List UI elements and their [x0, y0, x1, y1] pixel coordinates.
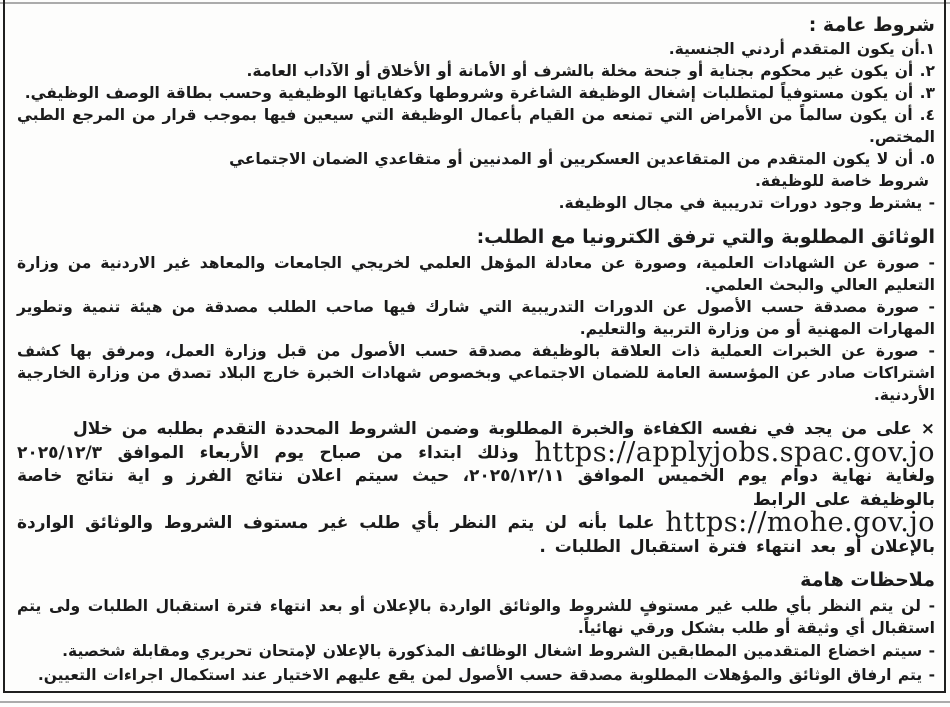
important-note-item: - لن يتم النظر بأي طلب غير مستوفٍ للشروط والوثائق الواردة بالإعلان أو بعد انتهاء فترة استقبال الطلبات ولى يتم استقبال أي وثيقة أو طلب بشكل ورقي نهائياً.	[17, 597, 935, 637]
important-note-item: - سيتم اخضاع المتقدمين المطابقين الشروط اشغال الوظائف المذكورة بالإعلان لإمتحان تحريري ومقابلة شخصية.	[62, 642, 935, 660]
general-condition-item: ٣. أن يكون مستوفياً لمتطلبات إشغال الوظيفة الشاغرة وشروطها وكفاياتها الوظيفية وحسب بطاقة الوصف الوظيفي.	[24, 84, 935, 102]
important-notes-heading: ملاحظات هامة	[800, 569, 935, 591]
required-document-item: - صورة مصدقة حسب الأصول عن الدورات التدريبية التي شارك فيها صاحب الطلب مصدقة من هيئة تنمية وتطوير المهارات المهنية أو من وزارة التربية والتعليم.	[17, 298, 935, 338]
special-conditions-label: شروط خاصة للوظيفة.	[754, 172, 929, 190]
general-condition-item: ١.أن يكون المتقدم أردني الجنسية.	[668, 40, 935, 58]
application-intro-text: × على من يجد في نفسه الكفاءة والخبرة المطلوبة وضمن الشروط المحددة التقدم بطلبه من خلال	[72, 419, 935, 439]
apply-jobs-url: https://applyjobs.spac.gov.jo	[534, 436, 935, 468]
general-condition-item: ٤. أن يكون سالماً من الأمراض التي تمنعه من القيام بأعمال الوظيفة التي سيعين فيها بموجب قرار من المرجع الطبي المختص.	[17, 106, 935, 146]
general-condition-item: ٥. أن لا يكون المتقدم من المتقاعدين العسكريين أو المدنيين أو متقاعدي الضمان الاجتماعي	[229, 150, 935, 168]
section-important-notes	[17, 567, 935, 686]
special-condition-item: - يشترط وجود دورات تدريبية في مجال الوظيفة.	[558, 194, 935, 212]
section-general-conditions	[17, 12, 935, 214]
important-note-item: - يتم ارفاق الوثائق والمؤهلات المطلوبة مصدقة حسب الأصول لمن يقع عليهم الاختيار عند استكمال اجراءات التعيين.	[37, 665, 935, 684]
application-closing-text: علما بأنه لن يتم النظر بأي طلب غير مستوف الشروط والوثائق الواردة بالإعلان أو بعد انتهاء فترة استقبال الطلبات .	[17, 513, 935, 557]
required-documents-list	[17, 252, 935, 406]
general-condition-item: ٢. أن يكون غير محكوم بجناية أو جنحة مخلة بالشرف أو الأمانة أو الأخلاق أو الآداب العامة.	[246, 62, 935, 80]
results-url: https://mohe.gov.jo	[665, 507, 935, 538]
general-conditions-heading: شروط عامة :	[808, 14, 935, 36]
required-document-item: - صورة عن الشهادات العلمية، وصورة عن معادلة المؤهل العلمي لخريجي الجامعات والمعاهد غير الاردنية من وزارة التعليم العالي والبحث العلمي.	[17, 254, 935, 294]
required-document-item: - صورة عن الخبرات العملية ذات العلاقة بالوظيفة مصدقة حسب الأصول من قبل وزارة العمل، ومرفق بها كشف اشتراكات صادر عن المؤسسة العامة للضمان الاجتماعي وبخصوص شهادات الخبرة خارج البلاد تصدق من وزارة الخارجية الأردنية.	[17, 342, 935, 404]
bottom-scan-rule	[0, 701, 950, 703]
application-instructions	[17, 418, 935, 559]
application-dates-text: وذلك ابتداء من صباح يوم الأربعاء الموافق ٢٠٢٥/١٢/٣ ولغاية نهاية دوام يوم الخميس الموافق ٢٠٢٥/١٢/١١، حيث سيتم اعلان نتائج الفرز و اية نتائج خاصة بالوظيفة على الرابط	[17, 442, 935, 510]
section-required-documents	[17, 224, 935, 406]
document-content	[17, 0, 935, 689]
required-documents-heading: الوثائق المطلوبة والتي ترفق الكترونيا مع الطلب:	[476, 226, 935, 248]
